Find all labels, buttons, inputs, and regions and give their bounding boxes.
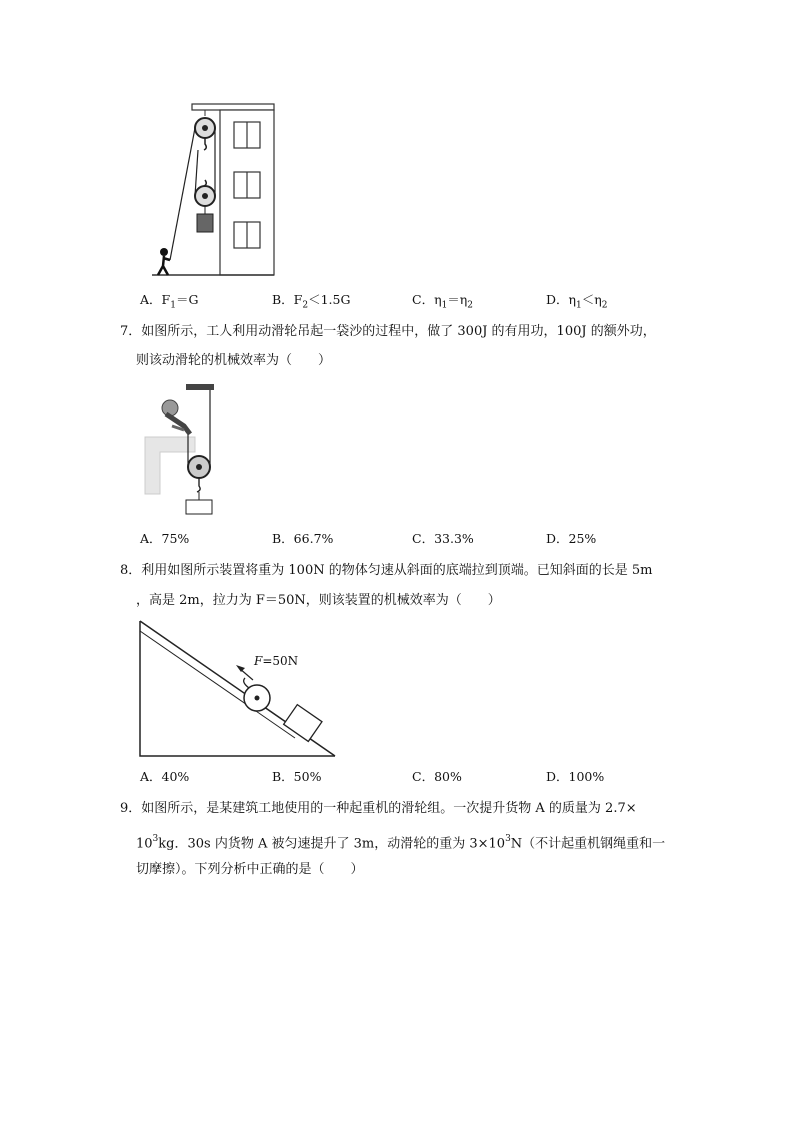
q7-option-c[interactable]: C．33.3% xyxy=(412,531,474,546)
q8-option-a[interactable]: A．40% xyxy=(140,769,190,784)
q8-option-c[interactable]: C．80% xyxy=(412,769,462,784)
q6-option-c[interactable]: C．$\eta_1=\eta_2$ xyxy=(412,292,474,311)
q6-option-b[interactable]: B．$F_2<1.5G$ xyxy=(272,292,351,311)
q9-stem-line1: 9．如图所示，是某建筑工地使用的一种起重机的滑轮组。一次提升货物 A 的质量为 2.7× xyxy=(120,801,637,816)
q7-stem-line2: 则该动滑轮的机械效率为（ ） xyxy=(136,353,332,368)
q7-option-d[interactable]: D．25% xyxy=(546,531,597,546)
q9-stem-line2: $10^3kg$．30s 内货物 A 被匀速提升了 3m，动滑轮的重为 $3\times 10^3N$（不计起重机钢绳重和一 xyxy=(136,834,666,852)
q9-stem-line3: 切摩擦）。下列分析中正确的是（ ） xyxy=(136,862,364,877)
q7-stem-line1: 7．如图所示，工人利用动滑轮吊起一袋沙的过程中，做了 300J 的有用功，100J 的额外功， xyxy=(120,324,656,339)
q7-figure xyxy=(140,382,230,517)
q6-option-d[interactable]: D．$\eta_1<\eta_2$ xyxy=(546,292,608,311)
q8-figure xyxy=(135,616,340,761)
q8-force-label: F=50N xyxy=(254,654,299,668)
q8-stem-line2: ，高是 2m，拉力为 F＝50N，则该装置的机械效率为（ ） xyxy=(136,593,501,608)
q7-option-b[interactable]: B．66.7% xyxy=(272,531,334,546)
q6-option-a[interactable]: A．$F_1=G$ xyxy=(140,292,199,311)
q7-option-a[interactable]: A．75% xyxy=(140,531,190,546)
q8-stem-line1: 8．利用如图所示装置将重为 100N 的物体匀速从斜面的底端拉到顶端。已知斜面的长是 5m xyxy=(120,563,653,578)
q8-option-b[interactable]: B．50% xyxy=(272,769,322,784)
q8-option-d[interactable]: D．100% xyxy=(546,769,605,784)
q6-figure xyxy=(150,100,280,280)
